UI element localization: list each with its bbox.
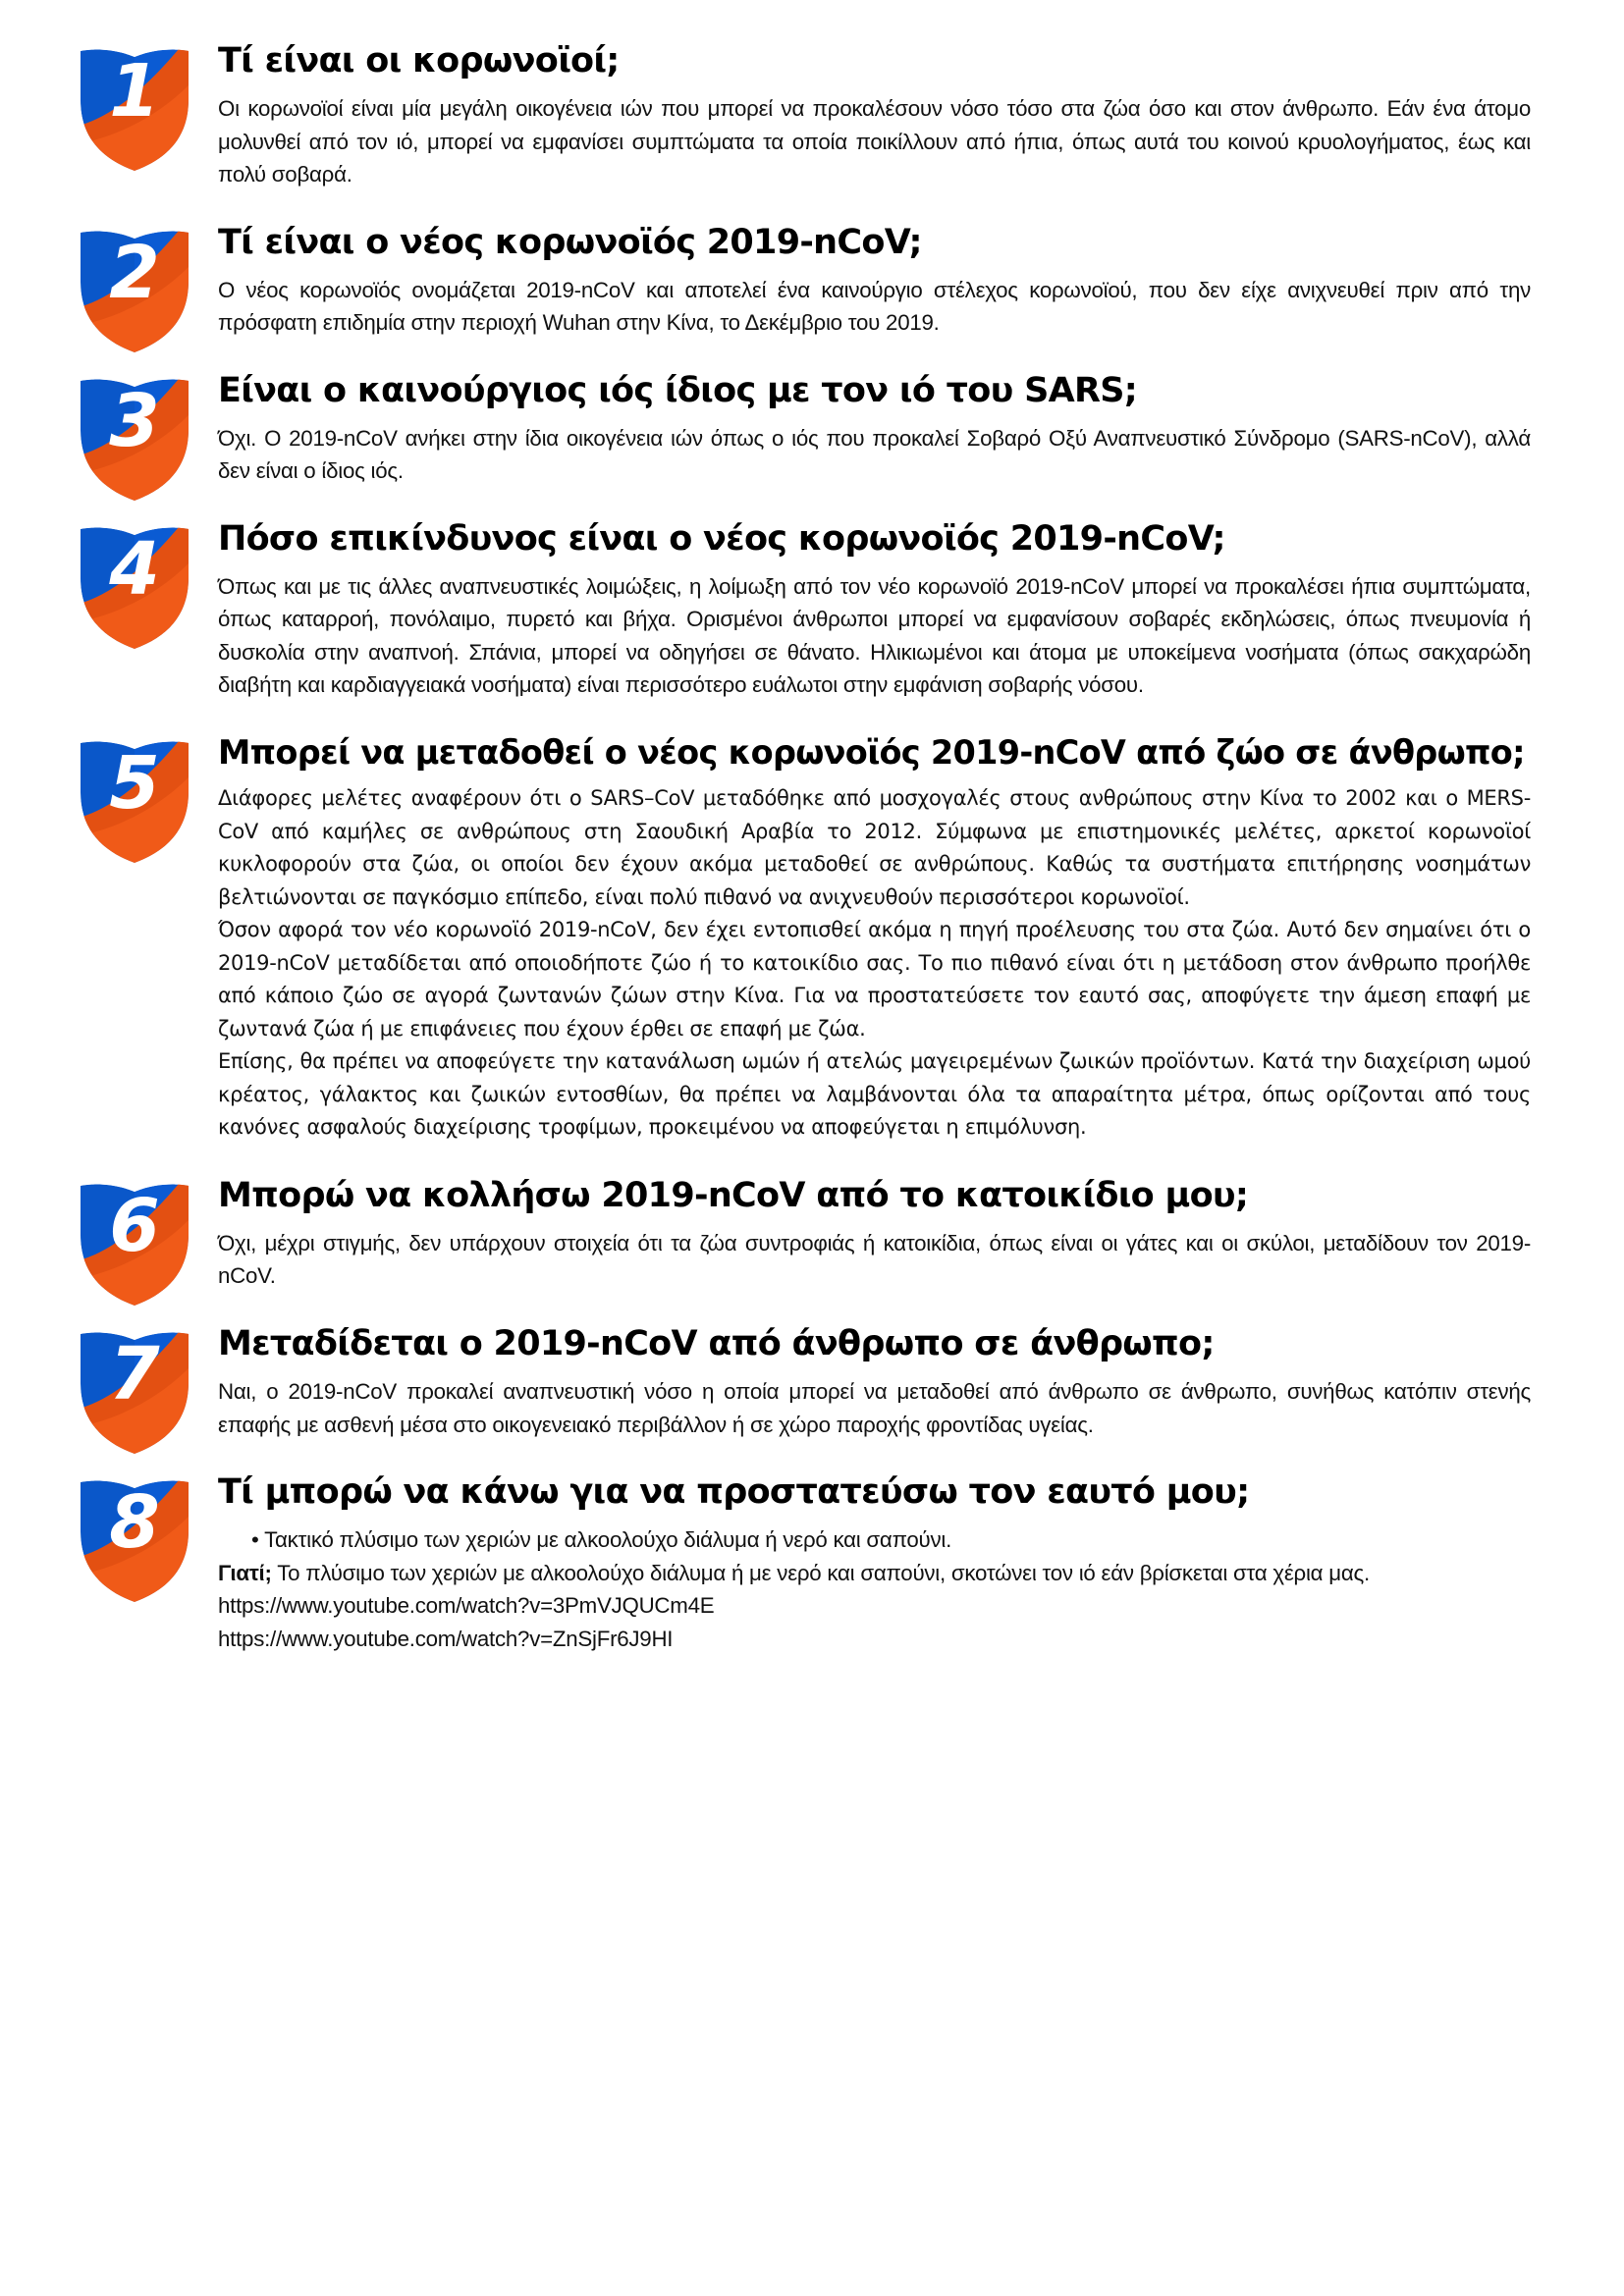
faq-answer-1 <box>218 92 1531 191</box>
svg-text:7: 7 <box>109 1331 160 1416</box>
svg-text:6: 6 <box>109 1183 160 1268</box>
faq-question-2: Τί είναι ο νέος κορωνοϊός 2019-nCoV; <box>218 222 922 262</box>
faq-item-5 <box>0 732 1624 1145</box>
faq-item-1 <box>0 43 1624 191</box>
answer-paragraph: Διάφορες μελέτες αναφέρουν ότι ο SARS–CoV μεταδόθηκε από μοσχογαλές στους ανθρώπους στην Κίνα το 2002 και ο MERS-CoV από καμήλες σε ανθρώπους στη Σαουδική Αραβία το 2012. Σύμφωνα με επιστημονικές μελέτες, αρκετοί κορωνοϊοί κυκλοφορούν στα ζώα, οι οποίοι δεν έχουν ακόμα μεταδοθεί σε ανθρώπους. Καθώς τα συστήματα επιτήρησης νοσημάτων βελτιώνονται σε παγκόσμιο επίπεδο, είναι πολύ πιθανό να ανιχνευθούν περισσότεροι κορωνοϊοί. <box>218 786 1531 909</box>
answer-why-line <box>218 1557 1531 1590</box>
answer-paragraph: Όσον αφορά τον νέο κορωνοϊό 2019-nCoV, δεν έχει εντοπισθεί ακόμα η πηγή προέλευσης του στα ζώα. Αυτό δεν σημαίνει ότι ο 2019-nCoV μεταδίδεται από οποιοδήποτε ζώο ή το κατοικίδιο σας. Το πιο πιθανό είναι ότι η μετάδοση στον άνθρωπο προήλθε από κάποιο ζώο σε αγορά ζωντανών ζώων στην Κίνα. Για να προστατεύσετε τον εαυτό σας, αποφύγετε την άμεση επαφή με ζωντανά ζώα ή με επιφάνειες που έχουν έρθει σε επαφή με ζώα. <box>218 918 1531 1041</box>
faq-question-6: Μπορώ να κολλήσω 2019-nCoV από το κατοικίδιο μου; <box>218 1175 1249 1215</box>
faq-item-6 <box>0 1175 1624 1293</box>
shield-badge-icon <box>77 1178 192 1308</box>
shield-badge-icon <box>77 735 192 865</box>
svg-text:4: 4 <box>109 526 160 612</box>
faq-answer-2 <box>218 274 1531 340</box>
answer-paragraph: Οι κορωνοϊοί είναι μία μεγάλη οικογένεια ιών που μπορεί να προκαλέσουν νόσο τόσο στα ζώα όσο και στον άνθρωπο. Εάν ένα άτομο μολυνθεί από τον ιό, μπορεί να εμφανίσει συμπτώματα τα οποία ποικίλλουν από ήπια, όπως αυτά του κοινού κρυολογήματος, έως και πολύ σοβαρά. <box>218 96 1531 187</box>
answer-paragraph: Όχι. Ο 2019-nCoV ανήκει στην ίδια οικογένεια ιών όπως ο ιός που προκαλεί Σοβαρό Οξύ Αναπνευστικό Σύνδρομο (SARS-nCoV), αλλά δεν είναι ο ίδιος ιός. <box>218 425 1531 484</box>
shield-badge-icon <box>77 225 192 354</box>
faq-answer-5 <box>218 782 1531 1145</box>
svg-text:5: 5 <box>109 740 160 826</box>
faq-question-4: Πόσο επικίνδυνος είναι ο νέος κορωνοϊός 2019-nCoV; <box>218 518 1225 559</box>
answer-paragraph: Όχι, μέχρι στιγμής, δεν υπάρχουν στοιχεία ότι τα ζώα συντροφιάς ή κατοικίδια, όπως είναι οι γάτες και οι σκύλοι, μεταδίδουν τον 2019-nCoV. <box>218 1230 1531 1289</box>
faq-answer-6 <box>218 1227 1531 1293</box>
answer-link[interactable]: https://www.youtube.com/watch?v=ZnSjFr6J9HI <box>218 1626 674 1651</box>
shield-badge-icon <box>77 373 192 503</box>
faq-question-1: Τί είναι οι κορωνοϊοί; <box>218 41 620 80</box>
answer-paragraph: Ο νέος κορωνοϊός ονομάζεται 2019-nCoV και αποτελεί ένα καινούργιο στέλεχος κορωνοϊού, που δεν είχε ανιχνευθεί πριν από την πρόσφατη επιδημία στην περιοχή Wuhan στην Κίνα, το Δεκέμβριο του 2019. <box>218 277 1531 336</box>
faq-item-7 <box>0 1323 1624 1441</box>
answer-bullet: • Τακτικό πλύσιμο των χεριών με αλκοολούχο διάλυμα ή νερό και σαπούνι. <box>251 1527 952 1553</box>
shield-badge-icon <box>77 1474 192 1604</box>
faq-question-7: Μεταδίδεται ο 2019-nCoV από άνθρωπο σε άνθρωπο; <box>218 1323 1215 1363</box>
faq-item-8 <box>0 1474 1624 1655</box>
svg-text:8: 8 <box>109 1480 160 1566</box>
faq-question-5: Μπορεί να μεταδοθεί ο νέος κορωνοϊός 2019-nCoV από ζώο σε άνθρωπο; <box>218 732 1525 772</box>
svg-text:3: 3 <box>109 378 160 463</box>
answer-why-label: Γιατί; <box>218 1560 272 1585</box>
faq-answer-7 <box>218 1375 1531 1441</box>
faq-question-3: Είναι ο καινούργιος ιός ίδιος με τον ιό του SARS; <box>218 370 1138 410</box>
faq-item-3 <box>0 370 1624 488</box>
faq-item-4 <box>0 518 1624 702</box>
faq-answer-4 <box>218 570 1531 702</box>
svg-text:2: 2 <box>109 230 160 315</box>
faq-question-8: Τί μπορώ να κάνω για να προστατεύσω τον εαυτό μου; <box>218 1472 1250 1513</box>
shield-badge-icon <box>77 1326 192 1456</box>
shield-badge-icon <box>77 521 192 651</box>
answer-paragraph: Επίσης, θα πρέπει να αποφεύγετε την κατανάλωση ωμών ή ατελώς μαγειρεμένων ζωικών προϊόντων. Κατά την διαχείριση ωμού κρέατος, γάλακτος και ζωικών εντοσθίων, θα πρέπει να λαμβάνονται όλα τα απαραίτητα μέτρα, όπως ορίζονται από τους κανόνες ασφαλούς διαχείρισης τροφίμων, προκειμένου να αποφεύγεται η επιμόλυνση. <box>218 1049 1531 1140</box>
faq-item-2 <box>0 222 1624 340</box>
answer-why-text: Το πλύσιμο των χεριών με αλκοολούχο διάλυμα ή με νερό και σαπούνι, σκοτώνει τον ιό εάν βρίσκεται στα χέρια μας. <box>271 1560 1370 1585</box>
faq-answer-3 <box>218 422 1531 488</box>
svg-text:1: 1 <box>109 49 160 133</box>
shield-badge-icon <box>77 43 192 173</box>
answer-link[interactable]: https://www.youtube.com/watch?v=3PmVJQUCm4E <box>218 1593 715 1619</box>
faq-answer-8 <box>218 1523 1531 1655</box>
answer-paragraph: Όπως και με τις άλλες αναπνευστικές λοιμώξεις, η λοίμωξη από τον νέο κορωνοϊό 2019-nCoV μπορεί να προκαλέσει ήπια συμπτώματα, όπως καταρροή, πονόλαιμο, πυρετό και βήχα. Ορισμένοι άνθρωποι μπορεί να εμφανίσουν σοβαρές εκδηλώσεις, όπως πνευμονία ή δυσκολία στην αναπνοή. Σπάνια, μπορεί να οδηγήσει σε θάνατο. Ηλικιωμένοι και άτομα με υποκείμενα νοσήματα (όπως σακχαρώδη διαβήτη και καρδιαγγειακά νοσήματα) είναι περισσότερο ευάλωτοι στην εμφάνιση σοβαρής νόσου. <box>218 573 1531 698</box>
answer-paragraph: Ναι, ο 2019-nCoV προκαλεί αναπνευστική νόσο η οποία μπορεί να μεταδοθεί από άνθρωπο σε άνθρωπο, συνήθως κατόπιν στενής επαφής με ασθενή μέσα στο οικογενειακό περιβάλλον ή σε χώρο παροχής φροντίδας υγείας. <box>218 1379 1531 1437</box>
